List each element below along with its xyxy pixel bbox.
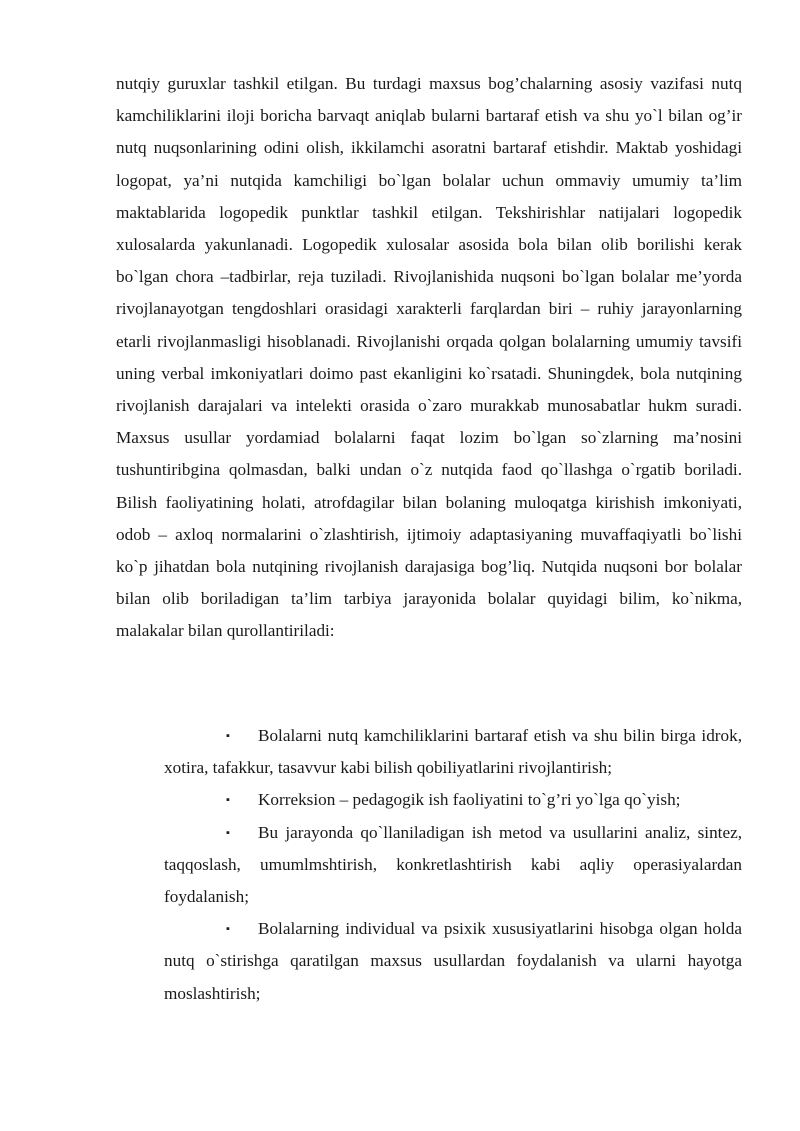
list-item xyxy=(164,784,742,816)
list-item-text: Bu jarayonda qo`llaniladigan ish metod va usullarini analiz, sintez, taqqoslash, umumlmshtirish, konkretlashtirish kabi aqliy operasiyalardan foydalanish; xyxy=(164,822,742,907)
bullet-list xyxy=(164,720,742,1010)
bullet-icon: ▪ xyxy=(226,826,230,839)
list-item xyxy=(164,817,742,914)
list-item-text: Bolalarning individual va psixik xususiyatlarini hisobga olgan holda nutq o`stirishga qaratilgan maxsus usullardan foydalanish va ularni hayotga moslashtirish; xyxy=(164,919,742,1003)
bullet-icon: ▪ xyxy=(226,923,230,936)
list-item xyxy=(164,720,742,784)
bullet-icon: ▪ xyxy=(226,730,230,742)
list-item-text: Bolalarni nutq kamchiliklarini bartaraf etish va shu bilin birga idrok, xotira, tafakkur, tasavvur kabi bilish qobiliyatlarini rivojlantirish; xyxy=(164,726,742,778)
list-item xyxy=(164,913,742,1010)
list-item-text: Korreksion – pedagogik ish faoliyatini to`g’ri yo`lga qo`yish; xyxy=(258,790,681,810)
bullet-icon: ▪ xyxy=(226,794,230,807)
body-paragraph: nutqiy guruxlar tashkil etilgan. Bu turdagi maxsus bog’chalarning asosiy vazifasi nutq kamchiliklarini iloji boricha barvaqt aniqlab bularni bartaraf etish va shu yo`l bilan og’ir nutq nuqsonlarining odini olish, ikkilamchi asoratni bartaraf etishdir. Maktab yoshidagi logopat, ya’ni nutqida kamchiligi bo`lgan bolalar uchun ommaviy umumiy ta’lim maktablarida logopedik punktlar tashkil etilgan. Tekshirishlar natijalari logopedik xulosalarda yakunlanadi. Logopedik xulosalar asosida bola bilan olib borilishi kerak bo`lgan chora –tadbirlar, reja tuziladi. Rivojlanishida nuqsoni bo`lgan bolalar me’yorda rivojlanayotgan tengdoshlari orasidagi xarakterli farqlardan biri – ruhiy jarayonlarning etarli rivojlanmasligi hisoblanadi. Rivojlanishi orqada qolgan bolalarning umumiy tavsifi uning verbal imkoniyatlari doimo past ekanligini ko`rsatadi. Shuningdek, bola nutqining rivojlanish darajalari va intelekti orasida o`zaro murakkab munosabatlar hukm suradi. Maxsus usullar yordamiad bolalarni faqat lozim bo`lgan so`zlarning ma’nosini tushuntiribgina qolmasdan, balki undan o`z nutqida faod qo`llashga o`rgatib boriladi. Bilish faoliyatining holati, atrofdagilar bilan bolaning muloqatga kirishish imkoniyati, odob – axloq normalarini o`zlashtirish, ijtimoiy adaptasiyaning muvaffaqiyatli bo`lishi ko`p jihatdan bola nutqining rivojlanish darajasiga bog’liq. Nutqida nuqsoni bor bolalar bilan olib boriladigan ta’lim tarbiya jarayonida bolalar quyidagi bilim, ko`nikma, malakalar bilan qurollantiriladi: xyxy=(116,74,742,641)
